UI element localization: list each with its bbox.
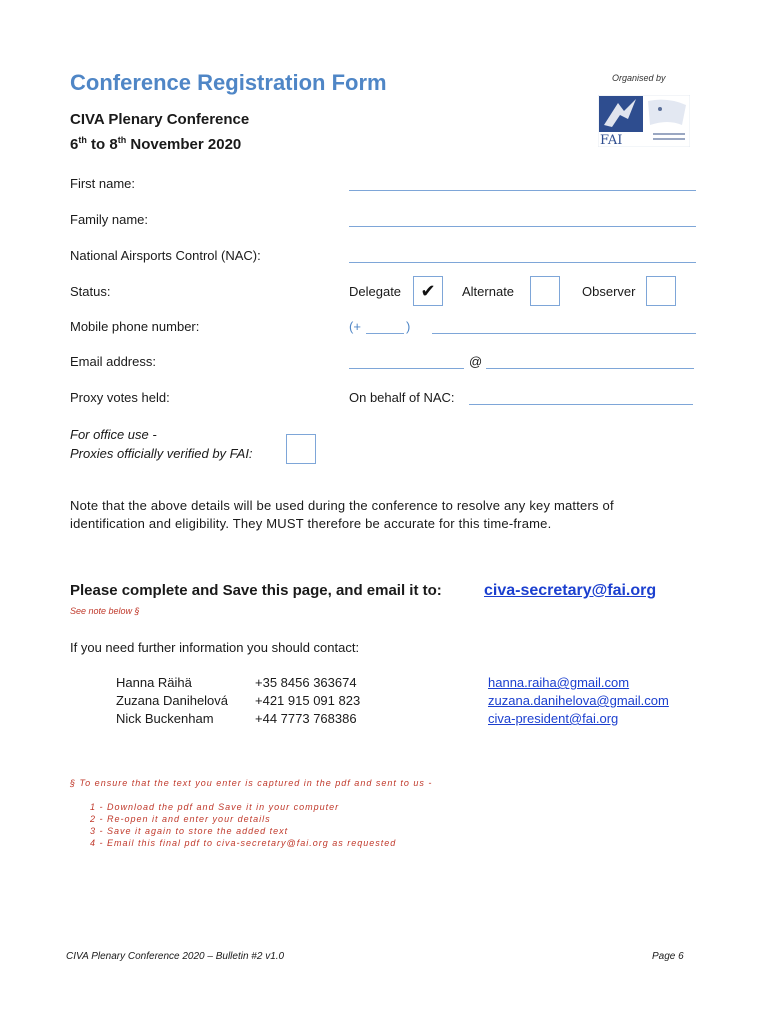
see-note-below: See note below § (70, 606, 140, 616)
alternate-checkbox[interactable] (530, 276, 560, 306)
contact-email-link[interactable]: hanna.raiha@gmail.com (488, 675, 630, 690)
office-use-label: For office use - Proxies officially verified by FAI: (70, 427, 253, 461)
contact-name: Hanna Räihä (116, 675, 192, 690)
contact-phone: +44 7773 768386 (255, 711, 357, 726)
first-name-field[interactable] (349, 190, 696, 191)
mobile-label: Mobile phone number: (70, 319, 200, 334)
footnote-step: 4 - Email this final pdf to civa-secretary@fai.org as requested (90, 838, 397, 848)
svg-text:FAI: FAI (600, 133, 623, 147)
status-label: Status: (70, 284, 111, 299)
email-at-sign: @ (469, 354, 483, 369)
country-code-field[interactable] (366, 333, 404, 334)
contact-heading: If you need further information you should contact: (70, 640, 360, 655)
first-name-label: First name: (70, 176, 136, 191)
save-instruction: Please complete and Save this page, and email it to: (70, 582, 442, 599)
page-title: Conference Registration Form (70, 70, 387, 95)
delegate-checkbox[interactable]: ✔ (413, 276, 443, 306)
alternate-option-label: Alternate (462, 284, 515, 299)
footer-left: CIVA Plenary Conference 2020 – Bulletin #2 v1.0 (66, 951, 285, 962)
footnote-step: 2 - Re-open it and enter your details (90, 814, 271, 824)
contact-email-link[interactable]: zuzana.danihelova@gmail.com (488, 693, 669, 708)
accuracy-note: Note that the above details will be used during the conference to resolve any key matters of identification and eligibility. They MUST therefore be accurate for this time-frame. (70, 498, 614, 531)
page-number: Page 6 (652, 951, 684, 962)
footnote-intro: § To ensure that the text you enter is captured in the pdf and sent to us - (70, 778, 433, 788)
secretary-email-link[interactable]: civa-secretary@fai.org (484, 582, 657, 599)
conference-heading (70, 110, 249, 155)
footnote-step: 1 - Download the pdf and Save it in your computer (90, 802, 340, 812)
nac-field[interactable] (349, 262, 696, 263)
conference-name: CIVA Plenary Conference (70, 111, 250, 128)
email-user-field[interactable] (349, 368, 464, 369)
proxies-verified-checkbox[interactable] (286, 434, 316, 464)
contact-name: Zuzana Danihelová (116, 693, 229, 708)
contact-phone: +35 8456 363674 (255, 675, 357, 690)
contact-email-link[interactable]: civa-president@fai.org (488, 711, 619, 726)
delegate-option-label: Delegate (349, 284, 402, 299)
on-behalf-label: On behalf of NAC: (349, 390, 455, 405)
email-domain-field[interactable] (486, 368, 694, 369)
footnote-step: 3 - Save it again to store the added text (90, 826, 289, 836)
proxy-votes-label: Proxy votes held: (70, 390, 170, 405)
footnote-steps (90, 801, 396, 849)
nac-label: National Airsports Control (NAC): (70, 248, 261, 263)
contact-phone: +421 915 091 823 (255, 693, 361, 708)
observer-option-label: Observer (582, 284, 636, 299)
fai-logo (598, 95, 690, 147)
contact-name: Nick Buckenham (116, 711, 214, 726)
mobile-prefix-close: ) (406, 319, 411, 334)
observer-checkbox[interactable] (646, 276, 676, 306)
organised-by-label: Organised by (612, 73, 666, 83)
conference-dates: 6th to 8th November 2020 (70, 135, 242, 153)
family-name-label: Family name: (70, 212, 149, 227)
mobile-number-field[interactable] (432, 333, 696, 334)
family-name-field[interactable] (349, 226, 696, 227)
mobile-prefix-open: (+ (349, 319, 361, 334)
on-behalf-nac-field[interactable] (469, 404, 693, 405)
email-label: Email address: (70, 354, 156, 369)
